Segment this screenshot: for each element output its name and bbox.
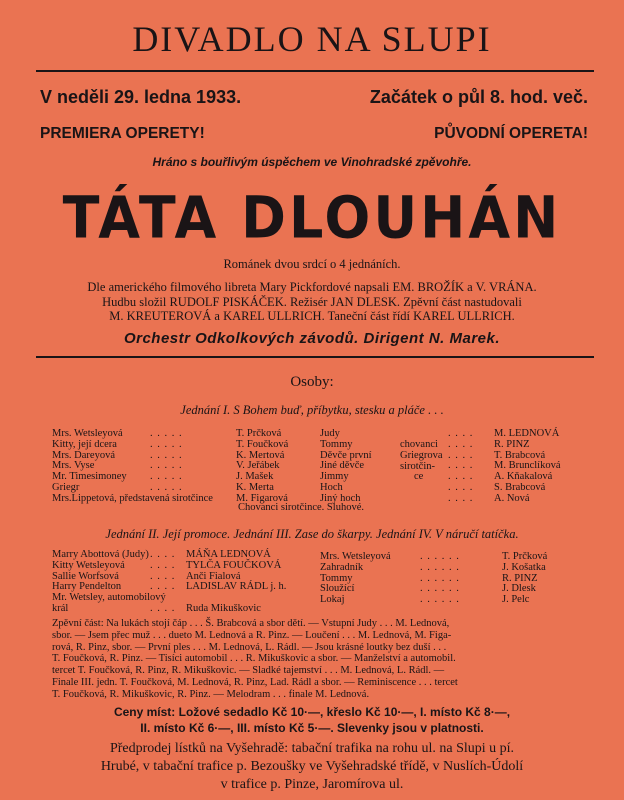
leader-dots: . . . . [150,570,176,582]
cast-role: Griegr [52,482,80,493]
start-time: Začátek o půl 8. hod. več. [369,87,588,107]
cast-actor: R. PINZ [494,438,530,450]
leader-dots: . . . . [448,438,474,450]
leader-dots: . . . . [448,482,474,493]
cast-actor: S. Brabcová [494,482,546,493]
operetta-title: TÁTA DLOUHÁN [62,183,562,252]
cast-actor: J. Košatka [502,561,546,573]
leader-dots: . . . . [150,559,176,571]
leader-dots: . . . . . . [420,561,460,573]
cast-group-label: chovanci [400,439,438,450]
credits-line: Hudbu složil RUDOLF PISKÁČEK. Režisér JAN DLESK. Zpěvní část nastudovali [102,294,522,309]
cast-role: Jimmy [320,471,349,483]
leader-dots: . . . . . [150,438,183,450]
cast-actor: A. Nová [494,492,530,504]
cast-actor: Ruda Mikuškovic [186,603,261,614]
premiere-label: PREMIERA OPERETY! [40,125,205,142]
cast-actor: TYLČA FOUČKOVÁ [186,559,282,571]
cast-actor: K. Mertová [236,449,285,461]
cast-actor: T. Prčková [502,551,548,562]
cast-role: Mrs.Lippetová, představená sirotčince [52,492,213,504]
credits-line: Dle amerického filmového libreta Mary Pickfordové napsali EM. BROŽÍK a V. VRÁNA. [87,280,537,294]
cast-role: Jiný hoch [320,492,361,504]
cast-actor: T. Prčková [236,428,282,439]
leader-dots: . . . . . [150,471,183,483]
orchestra-line: Orchestr Odkolkových závodů. Dirigent N. Marek. [123,330,501,347]
cast-role: Mrs. Wetsleyová [320,551,391,562]
cast-role: Judy [320,428,340,439]
credits [0,280,624,324]
performance-date: V neděli 29. ledna 1933. [40,87,242,107]
leader-dots: . . . . . . [420,594,460,606]
songs-line: tercet T. Foučková, R. Pinz, R. Mikuškovic. — Sladké tajemství . . . M. Lednová, L. Rádl. — [52,665,445,677]
leader-dots: . . . . [448,471,474,483]
original-operetta-label: PŮVODNÍ OPERETA! [434,125,588,142]
cast-role: Tommy [320,572,353,584]
cast-role: Děvče první [320,449,372,461]
leader-dots: . . . . . [150,428,183,439]
prices-block [0,704,624,736]
cast-actor: T. Brabcová [494,449,546,461]
leader-dots: . . . . . . [420,551,460,562]
act1-heading: Jednání I. S Bohem buď, příbytku, stesku a pláče . . . [180,403,444,417]
act1-footer: Chovanci sirotčince. Sluhové. [238,502,364,513]
leader-dots: . . . . . [150,460,183,472]
cast-role: Zahradník [320,561,364,573]
leader-dots: . . . . [150,549,176,560]
leader-dots: . . . . [448,428,474,439]
cast-actor: J. Dlesk [502,583,536,595]
cast-role: Mr. Wetsley, automobilový [52,592,166,604]
leader-dots: . . . . . . [420,583,460,595]
leader-dots: . . . . [448,460,474,472]
cast-actor: V. Jeřábek [236,460,280,472]
cast-actor: MÁŇA LEDNOVÁ [186,549,271,560]
cast-actor: T. Foučková [236,438,289,450]
leader-dots: . . . . . [150,482,183,493]
cast-heading: Osoby: [290,374,334,390]
leader-dots: . . . . [448,449,474,461]
presale-line: v trafice p. Pinze, Jaromírova ul. [220,777,404,792]
cast-actor: J. Pelc [502,594,530,606]
cast-actor: A. Kňakalová [494,471,553,483]
leader-dots: . . . . . . [420,572,460,584]
presale-block [0,740,624,794]
cast-actor: R. PINZ [502,572,538,584]
cast-role: Kitty Wetsleyová [52,559,125,571]
credits-line: M. KREUTEROVÁ a KAREL ULLRICH. Taneční část řídí KAREL ULLRICH. [109,309,515,323]
cast-role: Jiné děvče [320,460,365,472]
cast-role: Sallie Worfsová [52,570,119,582]
cast-role: Tommy [320,438,353,450]
cast-actor: M. Brunclíková [494,460,561,472]
cast-group-label: sirotčin- [400,460,435,472]
cast-role: Mrs. Vyse [52,460,95,472]
songs-line: rová, R. Pinz, sbor. — První ples . . . M. Lednová, L. Rádl. — Jsou krásné loutky bez duší . . . [52,641,447,653]
leader-dots: . . . . [448,492,474,504]
cast-actor: M. LEDNOVÁ [494,428,560,439]
cast-role: Hoch [320,482,343,493]
cast-role: Marry Abottová (Judy) [52,549,149,560]
presale-line: Hrubé, v tabační trafice p. Bezoušky ve Vyšehradské třídě, v Nuslích-Údolí [100,759,524,774]
cast-actor: M. Figarová [236,492,288,504]
songs-line: sbor. — Jsem přec muž . . . dueto M. Lednová a R. Pinz. — Loučení . . . M. Lednová, M. Figa- [52,629,452,641]
cast-actor: LADISLAV RÁDL j. h. [186,581,287,593]
operetta-subtitle: Románek dvou srdcí o 4 jednáních. [223,257,401,271]
middle-rule [36,356,594,358]
cast-group-label: ce [414,471,424,483]
cast-role: král [52,603,69,614]
songs-block [52,618,458,701]
leader-dots: . . . . [150,581,176,593]
cast-actor: K. Merta [236,482,274,493]
prices-line: II. místo Kč 6·—, III. místo Kč 5·—. Slevenky jsou v platnosti. [140,721,484,735]
cast-role: Mrs. Wetsleyová [52,428,123,439]
cast-actor: J. Mašek [236,471,274,483]
songs-line: Finale III. jedn. T. Foučková, M. Lednová, R. Pinz, Lad. Rádl a sbor. — Reminiscence . . . tercet [52,676,458,688]
cast-group-label: Griegrova [400,449,443,461]
cast-role: Mr. Timesimoney [52,471,127,483]
act2-heading: Jednání II. Její promoce. Jednání III. Zase do škarpy. Jednání IV. V náručí tatíčka. [105,527,519,541]
songs-line: T. Foučková, R. Mikuškovic, R. Pinz. — Melodram . . . finale M. Lednová. [52,688,370,700]
leader-dots: . . . . [150,603,176,614]
cast-role: Mrs. Dareyová [52,449,115,461]
cast-role: Kitty, její dcera [52,438,117,450]
cast-role: Sloužící [320,583,355,595]
top-rule [36,70,594,72]
theatre-name: DIVADLO NA SLUPI [132,19,492,59]
prices-line: Ceny míst: Ložové sedadlo Kč 10·—, křeslo Kč 10·—, I. místo Kč 8·—, [113,705,511,719]
songs-line: T. Foučková, R. Pinz. — Tisíci automobil . . . R. Mikuškovic a sbor. — Manželství a automobil. [52,653,456,665]
leader-dots: . . . . . [150,449,183,461]
success-note: Hráno s bouřlivým úspěchem ve Vinohradské zpěvohře. [152,155,472,169]
presale-line: Předprodej lístků na Vyšehradě: tabační trafika na rohu ul. na Slupi u pí. [109,741,515,756]
cast-role: Lokaj [320,594,345,606]
songs-line: Zpěvní část: Na lukách stojí čáp . . . Š. Brabcová a sbor dětí. — Vstupní Judy . . . M. Lednová, [52,618,450,629]
cast-actor: Anči Fialová [186,570,241,582]
cast-role: Harry Pendelton [52,581,122,593]
